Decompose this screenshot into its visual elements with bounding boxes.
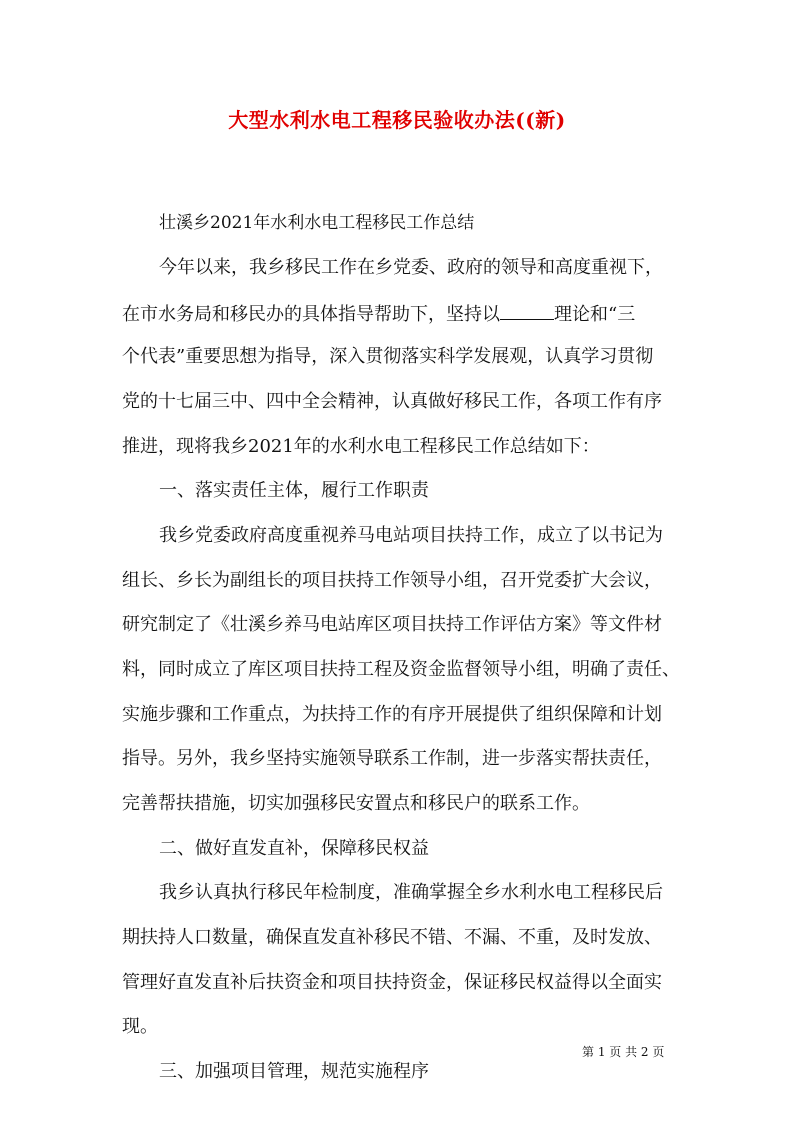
paragraph-line: 指导。另外，我乡坚持实施领导联系工作制，进一步落实帮扶责任， — [122, 748, 662, 769]
document-title: 大型水利水电工程移民验收办法((新) — [228, 108, 566, 132]
paragraph-line: 今年以来，我乡移民工作在乡党委、政府的领导和高度重视下， — [159, 257, 663, 278]
paragraph-line: 料，同时成立了库区项目扶持工程及资金监督领导小组，明确了责任、 — [122, 659, 680, 680]
paragraph-line — [122, 301, 794, 327]
section-heading: 壮溪乡2021年水利水电工程移民工作总结 — [159, 213, 475, 233]
section-heading: 三、加强项目管理，规范实施程序 — [159, 1061, 429, 1082]
paragraph-line-text: 在市水务局和移民办的具体指导帮助下，坚持以 — [122, 304, 500, 325]
paragraph-line: 组长、乡长为副组长的项目扶持工作领导小组，召开党委扩大会议， — [122, 570, 662, 591]
paragraph-line: 党的十七届三中、四中全会精神，认真做好移民工作，各项工作有序 — [122, 391, 662, 412]
paragraph-line: 实施步骤和工作重点，为扶持工作的有序开展提供了组织保障和计划 — [122, 704, 662, 725]
paragraph-line-text: 理论和“三 — [554, 304, 636, 325]
section-heading: 二、做好直发直补，保障移民权益 — [159, 838, 429, 859]
paragraph-line: 个代表”重要思想为指导，深入贯彻落实科学发展观，认真学习贯彻 — [122, 346, 654, 367]
paragraph-line: 我乡认真执行移民年检制度，准确掌握全乡水利水电工程移民后 — [159, 882, 663, 903]
page-number: 第 1 页 共 2 页 — [582, 1045, 665, 1059]
paragraph-line: 完善帮扶措施，切实加强移民安置点和移民户的联系工作。 — [122, 793, 590, 814]
paragraph-line: 现。 — [122, 1016, 158, 1037]
paragraph-line: 管理好直发直补后扶资金和项目扶持资金，保证移民权益得以全面实 — [122, 972, 662, 993]
paragraph-line: 研究制定了《壮溪乡养马电站库区项目扶持工作评估方案》等文件材 — [122, 614, 662, 635]
fill-in-blank — [500, 301, 554, 320]
section-heading: 一、落实责任主体，履行工作职责 — [159, 480, 429, 501]
paragraph-line: 期扶持人口数量，确保直发直补移民不错、不漏、不重，及时发放、 — [122, 927, 662, 948]
paragraph-line: 我乡党委政府高度重视养马电站项目扶持工作，成立了以书记为 — [159, 525, 663, 546]
paragraph-line: 推进，现将我乡2021年的水利水电工程移民工作总结如下： — [122, 436, 600, 457]
